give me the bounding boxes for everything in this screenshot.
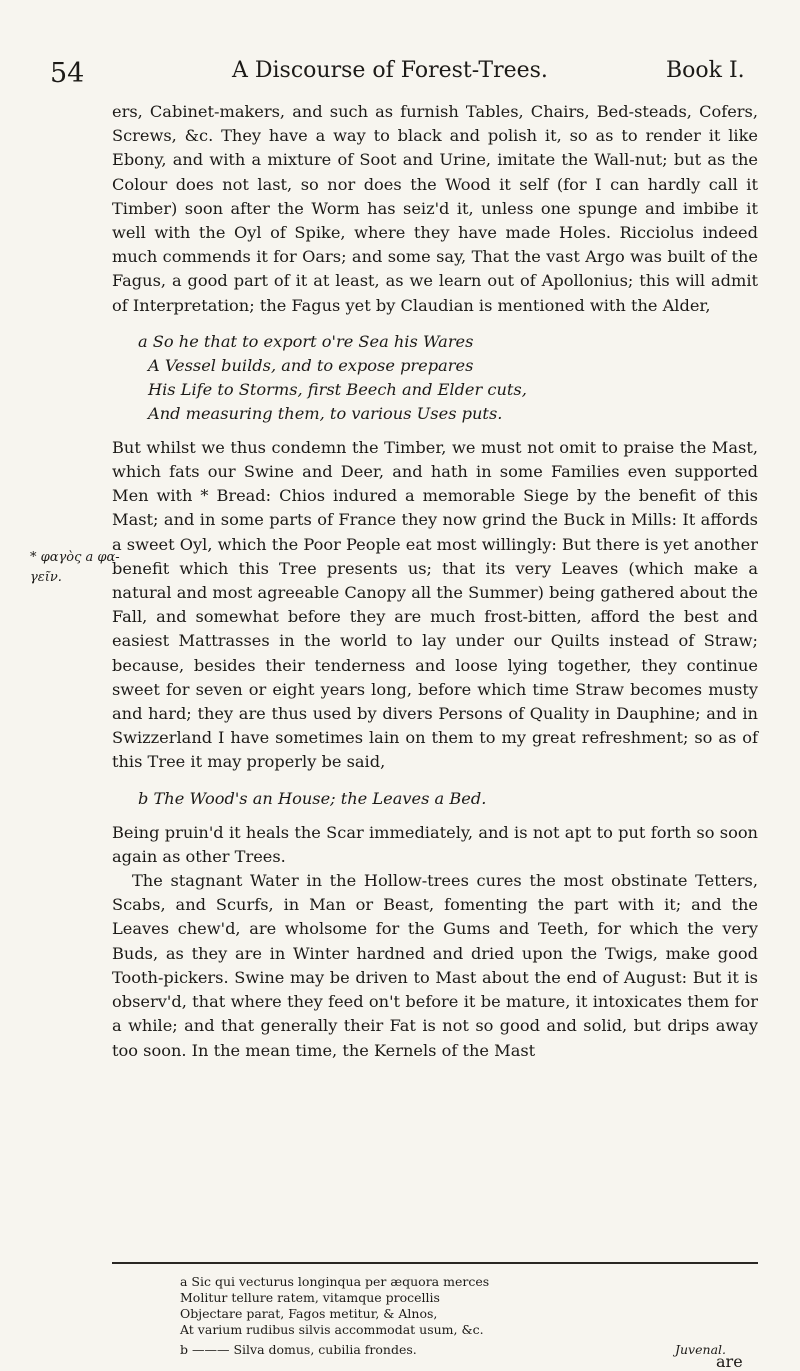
quote-line [138,787,758,811]
verse-line: His Life to Storms, first Beech and Elder cuts, [148,379,527,399]
footnote-line: At varium rudibus silvis accommodat usum, &c. [180,1322,484,1337]
footnote-b-source: Juvenal. [675,1342,726,1357]
footnote-line: Objectare parat, Fagos metitur, & Alnos, [180,1306,438,1321]
page-number: 54 [50,58,85,89]
margin-note [30,548,120,588]
footnote-b-text: b ——— Silva domus, cubilia frondes. [180,1342,417,1357]
main-text [112,100,758,1063]
verse-line: A Vessel builds, and to expose prepares [148,355,474,375]
book-label: Book I. [666,58,745,83]
footnote-line: Molitur tellure ratem, vitamque procellis [180,1290,440,1305]
verse-line: And measuring them, to various Uses puts. [148,403,503,423]
running-title: A Discourse of Forest-Trees. [232,58,548,83]
footnote-divider [112,1262,758,1264]
margin-note-line: * φαγὸς a φα- [30,550,120,565]
verse-line: a So he that to export o're Sea his Wares [138,331,474,351]
quote-text: b The Wood's an House; the Leaves a Bed. [138,788,487,808]
catchword: are [716,1352,743,1371]
footnote-a [180,1274,760,1338]
margin-note-line: γεῖν. [30,570,62,585]
paragraph-1: ers, Cabinet-makers, and such as furnish Tables, Chairs, Bed-steads, Cofers, Screws, &c. They have a way to black and polish it, so as to render it like Ebony, and with a mixture of Soot and Urine, imitate the Wall-nut; but as the Colour does not last, so nor does the Wood it self (for I can hardly call it Timber) soon after the Worm has seiz'd it, unless one spunge and imbibe it well with the Oyl of Spike, where they have made Holes. Ricciolus indeed much commends it for Oars; and some say, That the vast Argo was built of the Fagus, a good part of it at least, as we learn out of Apollonius; this will admit of Interpretation; the Fagus yet by Claudian is mentioned with the Alder, [112,102,758,315]
footnote-b [180,1342,740,1357]
paragraph-2: But whilst we thus condemn the Timber, we must not omit to praise the Mast, which fats our Swine and Deer, and hath in some Families even supported Men with * Bread: Chios indured a memorable Siege by the benefit of this Mast; and in some parts of France they now grind the Buck in Mills: It affords a sweet Oyl, which the Poor People eat most willingly: But there is yet another benefit which this Tree presents us; that its very Leaves (which make a natural and most agreeable Canopy all the Summer) being gathered about the Fall, and somewhat before they are much frost-bitten, afford the best and easiest Mattrasses in the world to lay under our Quilts instead of Straw; because, besides their tenderness and loose lying together, they continue sweet for seven or eight years long, before which time Straw becomes musty and hard; they are thus used by divers Persons of Quality in Dauphine; and in Swizzerland I have sometimes lain on them to my great refreshment; so as of this Tree it may properly be said, [112,437,758,772]
paragraph-4: The stagnant Water in the Hollow-trees cures the most obstinate Tetters, Scabs, and Scurfs, in Man or Beast, fomenting the part with it; and the Leaves chew'd, are wholsome for the Gums and Teeth, for which the very Buds, as they are in Winter hardned and dried upon the Twigs, make good Tooth-pickers. Swine may be driven to Mast about the end of August: But it is observ'd, that where they feed on't before it be mature, it intoxicates them for a while; and that generally their Fat is not so good and solid, but drips away too soon. In the mean time, the Kernels of the Mast [112,871,758,1060]
paragraph-3: Being pruin'd it heals the Scar immediately, and is not apt to put forth so soon again as other Trees. [112,822,758,866]
verse-quotation [138,330,758,426]
footnote-line: a Sic qui vecturus longinqua per æquora merces [180,1274,490,1289]
running-header [0,58,800,98]
